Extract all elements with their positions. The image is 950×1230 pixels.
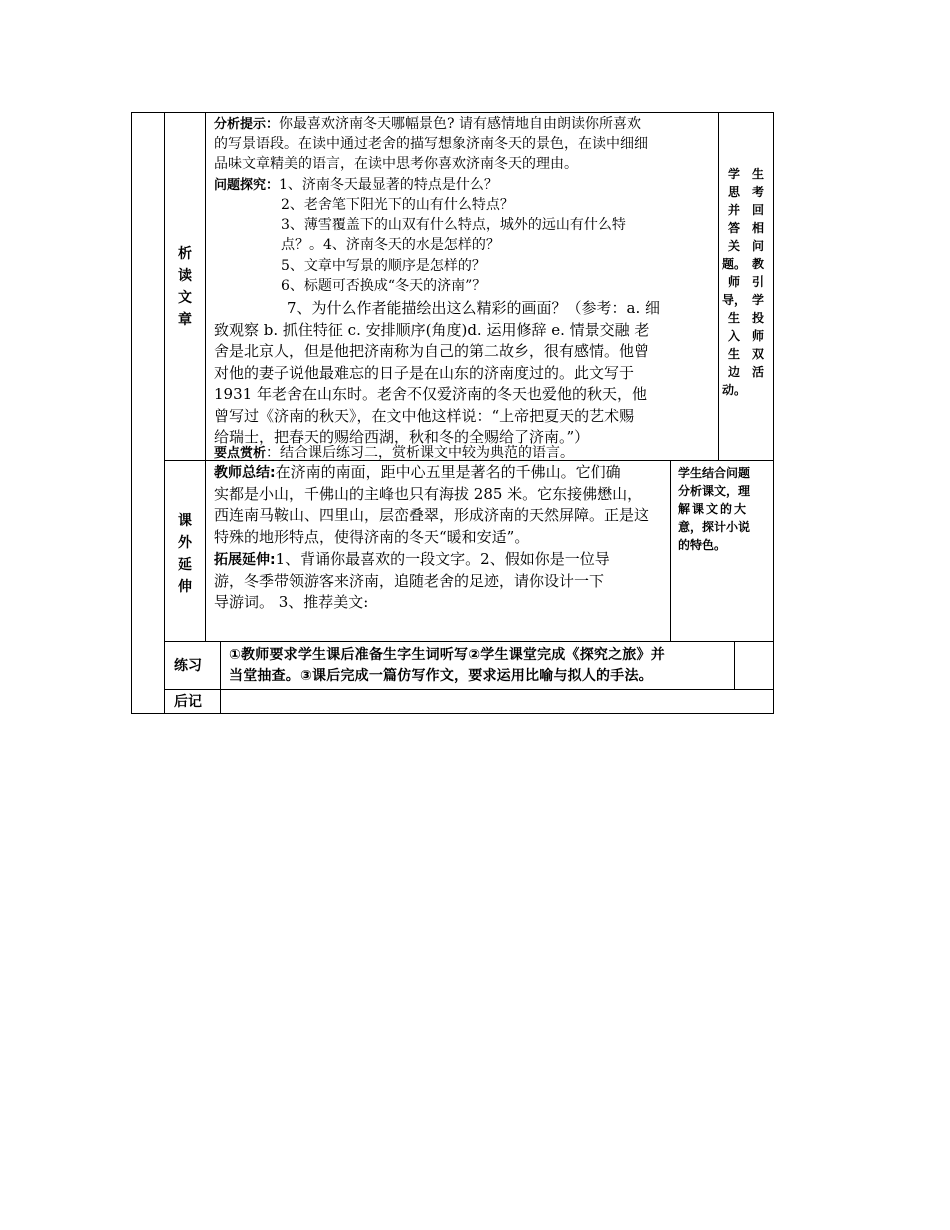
section-label-char: 文 bbox=[178, 290, 192, 306]
section-label-char: 读 bbox=[178, 268, 192, 284]
question-line: 6、标题可否换成“冬天的济南”？ bbox=[281, 278, 487, 294]
hint-line: 品味文章精美的语言，在读中思考你喜欢济南冬天的理由。 bbox=[214, 156, 578, 172]
question-line: 问题探究：1、济南冬天最显著的特点是什么？ bbox=[214, 177, 498, 193]
section-label-char: 析 bbox=[178, 246, 192, 262]
student-activity-column: 学 思 并 答 关 题。 师 导， 生 入 生 边 动。 bbox=[722, 167, 747, 397]
practice-line: 当堂抽查。③课后完成一篇仿写作文，要求运用比喻与拟人的手法。 bbox=[229, 668, 653, 684]
col-divider-outer bbox=[164, 112, 165, 714]
col-divider-label bbox=[205, 112, 206, 642]
summary-line: 实都是小山，千佛山的主峰也只有海拔 285 米。它东接佛懋山， bbox=[214, 485, 643, 503]
question-line: 舍是北京人，但是他把济南称为自己的第二故乡，很有感情。他曾 bbox=[214, 342, 650, 360]
question-line: 2、老舍笔下阳光下的山有什么特点？ bbox=[281, 197, 514, 213]
extension-side-note: 学生结合问题 分析课文，理 解课文的大 意，探计小说 的特色。 bbox=[678, 466, 751, 552]
table-border-right bbox=[773, 112, 774, 714]
row-divider-2 bbox=[164, 641, 774, 642]
summary-label: 教师总结: bbox=[214, 465, 276, 481]
row-divider-1 bbox=[164, 460, 774, 461]
question-line: 5、文章中写景的顺序是怎样的？ bbox=[281, 258, 486, 274]
summary-line: 西连南马鞍山、四里山，层峦叠翠，形成济南的天然屏障。正是这 bbox=[214, 506, 650, 524]
section-label-extension bbox=[166, 511, 204, 599]
teacher-activity-column: 生 考 回 相 问 教 引 学 投 师 双 活 bbox=[751, 167, 764, 379]
section-label-char: 延 bbox=[178, 557, 192, 573]
section-label-char: 章 bbox=[178, 312, 192, 328]
section-label-char: 课 bbox=[178, 513, 192, 529]
summary-line: 教师总结:在济南的南面，距中心五里是著名的千佛山。它们确 bbox=[214, 463, 621, 481]
extension-label: 拓展延伸: bbox=[214, 552, 276, 568]
practice-line: ①教师要求学生课后准备生字生词听写②学生课堂完成《探究之旅》并 bbox=[229, 647, 665, 663]
summary-line: 特殊的地形特点，使得济南的冬天“暖和安适”。 bbox=[214, 528, 530, 546]
question-line: 1931 年老舍在山东时。老舍不仅爱济南的冬天也爱他的秋天，他 bbox=[214, 385, 647, 403]
hint-line: 的写景语段。在读中通过老舍的描写想象济南冬天的景色，在读中细细 bbox=[214, 136, 648, 152]
question-label: 问题探究： bbox=[214, 178, 280, 193]
key-label: 要点赏析 bbox=[214, 446, 267, 460]
col-divider-ext bbox=[670, 460, 671, 642]
col-divider-practice-label bbox=[220, 641, 221, 714]
col-divider-method bbox=[718, 112, 719, 461]
table-border-bottom bbox=[131, 713, 774, 714]
question-line: 3、薄雪覆盖下的山双有什么特点，城外的远山有什么特 bbox=[281, 217, 626, 233]
question-line: 7、为什么作者能描绘出这么精彩的画面？（参考：a. 细 bbox=[287, 299, 661, 317]
hint-line: 分析提示：你最喜欢济南冬天哪幅景色? 请有感情地自由朗读你所喜欢 bbox=[214, 116, 641, 132]
question-line: 给瑞士，把春天的赐给西湖，秋和冬的全赐给了济南。”） bbox=[214, 428, 590, 446]
section-label-practice: 练习 bbox=[174, 658, 202, 674]
question-line: 点？。4、济南冬天的水是怎样的？ bbox=[281, 237, 500, 253]
question-line: 对他的妻子说他最难忘的日子是在山东的济南度过的。此文写于 bbox=[214, 364, 635, 382]
row-divider-3 bbox=[164, 689, 774, 690]
section-label-char: 外 bbox=[178, 535, 192, 551]
extension-line: 游，冬季带领游客来济南，追随老舍的足迹，请你设计一下 bbox=[214, 572, 605, 590]
col-divider-practice-right bbox=[734, 641, 735, 690]
section-label-analysis bbox=[166, 244, 204, 332]
question-line: 致观察 b. 抓住特征 c. 安排顺序(角度)d. 运用修辞 e. 情景交融 老 bbox=[214, 321, 650, 339]
question-line: 曾写过《济南的秋天》，在文中他这样说：“上帝把夏天的艺术赐 bbox=[214, 407, 635, 425]
table-border-left bbox=[131, 112, 132, 714]
key-point-line: 要点赏析：结合课后练习二，赏析课文中较为典范的语言。 bbox=[214, 445, 575, 460]
hint-label: 分析提示： bbox=[214, 117, 280, 132]
section-label-postscript: 后记 bbox=[174, 694, 202, 710]
extension-line: 导游词。 3、推荐美文: bbox=[214, 593, 369, 611]
extension-line: 拓展延伸:1、背诵你最喜欢的一段文字。2、假如你是一位导 bbox=[214, 550, 610, 568]
table-border-top bbox=[131, 112, 774, 113]
section-label-char: 伸 bbox=[178, 579, 192, 595]
